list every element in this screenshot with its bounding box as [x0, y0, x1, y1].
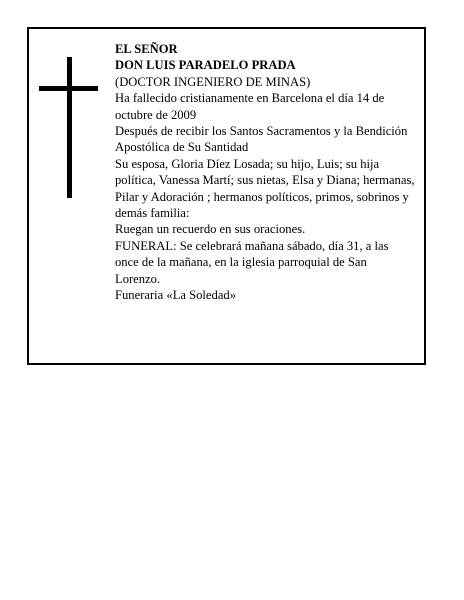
- deceased-name: DON LUIS PARADELO PRADA: [115, 58, 296, 73]
- funeral-home: Funeraria «La Soledad»: [115, 288, 236, 303]
- deceased-profession: (DOCTOR INGENIERO DE MINAS): [115, 74, 311, 89]
- obituary-notice: [27, 27, 426, 365]
- family-text: Su esposa, Gloria Díez Losada; su hijo, Luis; su hija política, Vanessa Martí; sus nietas, Elsa y Diana; hermanas, Pilar y Adoración ; hermanos políticos, primos, sobrinos y demás familia:: [115, 156, 415, 221]
- prayer-request: Ruegan un recuerdo en sus oraciones.: [115, 222, 306, 237]
- funeral-info: FUNERAL: Se celebrará mañana sábado, día 31, a las once de la mañana, en la iglesia parroquial de San Lorenzo.: [115, 238, 389, 286]
- obituary-text: [115, 41, 415, 304]
- sacraments-text: Después de recibir los Santos Sacramentos y la Bendición Apostólica de Su Santidad: [115, 124, 408, 155]
- deceased-title: EL SEÑOR: [115, 42, 178, 56]
- death-info: Ha fallecido cristianamente en Barcelona el día 14 de octubre de 2009: [115, 91, 385, 122]
- cross-vertical-bar: [67, 57, 72, 198]
- cross-horizontal-bar: [39, 86, 98, 91]
